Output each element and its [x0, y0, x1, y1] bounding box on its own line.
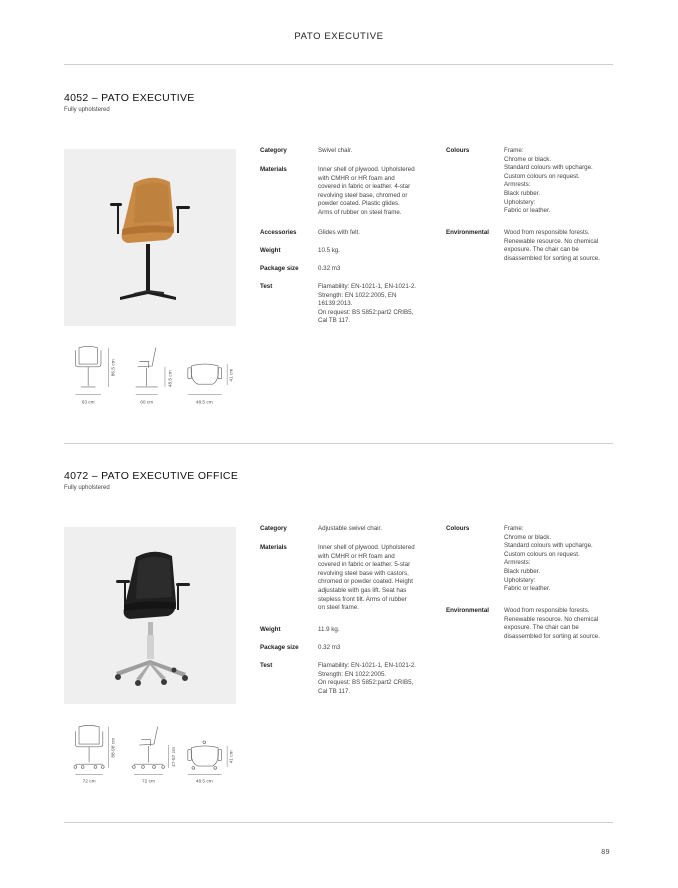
- side-depth-label: 60 cm: [140, 400, 154, 406]
- top-divider: [64, 64, 613, 65]
- spec-line: Flamability: EN-1021-1, EN-1021-2.: [318, 662, 417, 669]
- spec-line: Custom colours on request.: [504, 550, 580, 558]
- product-title: 4072 – PATO EXECUTIVE OFFICE: [64, 470, 239, 482]
- spec-label-package-size: Package size: [260, 644, 299, 651]
- seat-height-label: 48.5 cm: [168, 370, 174, 388]
- spec-value-weight: [318, 247, 440, 256]
- spec-label-test: Test: [260, 283, 273, 290]
- spec-line: 0.32 m3: [318, 265, 341, 272]
- spec-line: Inner shell of plywood. Upholstered: [318, 544, 415, 551]
- spec-value-environmental: [504, 607, 626, 641]
- spec-label-category: Category: [260, 147, 287, 154]
- spec-line: Wood from responsible forests.: [504, 229, 590, 236]
- spec-label-package-size: Package size: [260, 265, 299, 272]
- chair-photo-illustration: [64, 527, 236, 704]
- spec-value-category: [318, 525, 440, 534]
- spec-line: stepless front tilt. Arms of rubber: [318, 595, 407, 603]
- spec-line: chromed or powder coated. Height: [318, 578, 413, 586]
- spec-line: exposure. The chair can be: [504, 246, 579, 254]
- front-height-label: 86.5 cm: [111, 359, 117, 377]
- spec-line: Fabric or leather.: [504, 207, 551, 215]
- spec-line: 16139:2013.: [318, 300, 353, 308]
- spec-line: Cal TB 117.: [318, 687, 351, 695]
- spec-value-test: [318, 283, 440, 326]
- product-title: 4052 – PATO EXECUTIVE: [64, 92, 195, 104]
- spec-line: On request: BS 5852:part2 CRIB5,: [318, 679, 414, 687]
- side-depth-label: 72 cm: [142, 779, 155, 785]
- spec-line: Strength: EN 1022:2005.: [318, 670, 387, 678]
- spec-label-accessories: Accessories: [260, 229, 297, 236]
- spec-line: Upholstery:: [504, 576, 536, 584]
- spec-line: Black rubber.: [504, 189, 541, 197]
- page-number: 89: [601, 849, 610, 856]
- top-view-drawing: [188, 741, 227, 774]
- spec-value-environmental: [504, 229, 626, 263]
- spec-line: Wood from responsible forests.: [504, 607, 590, 614]
- dimension-drawings: [64, 344, 244, 408]
- spec-line: Chrome or black.: [504, 533, 552, 541]
- spec-value-weight: [318, 626, 440, 635]
- spec-value-accessories: [318, 229, 440, 238]
- page-header: PATO EXECUTIVE: [294, 31, 384, 42]
- spec-value-test: [318, 662, 440, 696]
- front-width-label: 72 cm: [82, 779, 96, 785]
- spec-label-weight: Weight: [260, 626, 281, 633]
- spec-value-materials: [318, 544, 440, 613]
- spec-line: Strength: EN 1022:2005, EN: [318, 291, 397, 299]
- spec-line: on steel frame.: [318, 604, 359, 612]
- front-height-label: 88-98 cm: [111, 737, 117, 758]
- top-view-drawing: [188, 364, 227, 394]
- product-photo: [64, 149, 236, 326]
- spec-value-materials: [318, 166, 440, 218]
- spec-line: disassembled for sorting at source.: [504, 254, 600, 262]
- spec-label-colours: Colours: [446, 147, 470, 154]
- spec-label-materials: Materials: [260, 166, 287, 173]
- spec-line: with CMHR or HR foam and: [318, 552, 395, 560]
- spec-line: On request: BS 5852:part2 CRIB5,: [318, 308, 414, 316]
- spec-line: Fabric or leather.: [504, 585, 551, 593]
- spec-line: Standard colours with upcharge.: [504, 164, 593, 172]
- spec-line: 0.32 m3: [318, 644, 341, 651]
- spec-line: Black rubber.: [504, 567, 541, 575]
- spec-line: Custom colours on request.: [504, 172, 580, 180]
- spec-line: 11.9 kg.: [318, 626, 340, 633]
- spec-value-category: [318, 147, 440, 156]
- side-view-drawing: [133, 727, 169, 775]
- product-photo: [64, 527, 236, 704]
- spec-line: Frame:: [504, 525, 524, 532]
- spec-value-colours: [504, 147, 626, 216]
- dimension-drawings: [64, 724, 244, 788]
- spec-line: Flamability: EN-1021-1, EN-1021-2.: [318, 283, 417, 290]
- top-depth-label: 41 cm: [229, 750, 235, 764]
- spec-line: adjustable with gas lift. Seat has: [318, 586, 407, 594]
- front-view-drawing: [75, 346, 108, 394]
- spec-line: exposure. The chair can be: [504, 624, 579, 632]
- spec-label-materials: Materials: [260, 544, 287, 551]
- section-divider: [64, 443, 613, 444]
- spec-label-environmental: Environmental: [446, 607, 489, 614]
- spec-line: 10.5 kg.: [318, 247, 341, 254]
- spec-line: Armrests:: [504, 181, 531, 189]
- chair-base: [120, 244, 176, 300]
- spec-line: revolving steel base with castors,: [318, 569, 409, 577]
- spec-label-category: Category: [260, 525, 287, 532]
- spec-line: covered in fabric or leather. 4-star: [318, 183, 411, 191]
- spec-line: Armrests:: [504, 559, 531, 567]
- spec-line: Arms of rubber on steel frame.: [318, 208, 402, 216]
- chair-base: [115, 622, 188, 686]
- spec-label-colours: Colours: [446, 525, 470, 532]
- spec-line: Frame:: [504, 147, 524, 154]
- spec-line: Chrome or black.: [504, 155, 552, 163]
- spec-line: powder coated. Plastic glides.: [318, 200, 400, 208]
- bottom-divider: [64, 822, 613, 823]
- spec-line: revolving steel base, chromed or: [318, 191, 408, 199]
- spec-line: Standard colours with upcharge.: [504, 542, 593, 550]
- spec-label-test: Test: [260, 662, 273, 669]
- spec-value-package-size: [318, 265, 440, 274]
- top-width-label: 48.5 cm: [195, 400, 213, 406]
- spec-line: Inner shell of plywood. Upholstered: [318, 166, 415, 173]
- spec-line: Swivel chair.: [318, 147, 353, 154]
- spec-line: Renewable resource. No chemical: [504, 237, 599, 245]
- chair-photo-illustration: [64, 149, 236, 326]
- spec-line: Glides with felt.: [318, 229, 360, 236]
- spec-line: covered in fabric or leather. 5-star: [318, 561, 411, 569]
- product-subtitle: Fully upholstered: [64, 107, 110, 113]
- spec-line: Renewable resource. No chemical: [504, 615, 599, 623]
- spec-line: Upholstery:: [504, 198, 536, 206]
- seat-height-label: 47-57 cm: [172, 747, 178, 767]
- spec-value-package-size: [318, 644, 440, 653]
- spec-label-weight: Weight: [260, 247, 281, 254]
- product-subtitle: Fully upholstered: [64, 485, 110, 491]
- spec-line: with CMHR or HR foam and: [318, 174, 395, 182]
- spec-label-environmental: Environmental: [446, 229, 489, 236]
- spec-value-colours: [504, 525, 626, 594]
- front-width-label: 63 cm: [81, 400, 95, 406]
- spec-line: Adjustable swivel chair.: [318, 525, 382, 532]
- side-view-drawing: [136, 348, 165, 395]
- front-view-drawing: [74, 725, 108, 774]
- spec-line: disassembled for sorting at source.: [504, 632, 600, 640]
- top-depth-label: 41 cm: [229, 368, 235, 382]
- top-width-label: 48.5 cm: [195, 779, 213, 785]
- spec-line: Cal TB 117.: [318, 317, 351, 325]
